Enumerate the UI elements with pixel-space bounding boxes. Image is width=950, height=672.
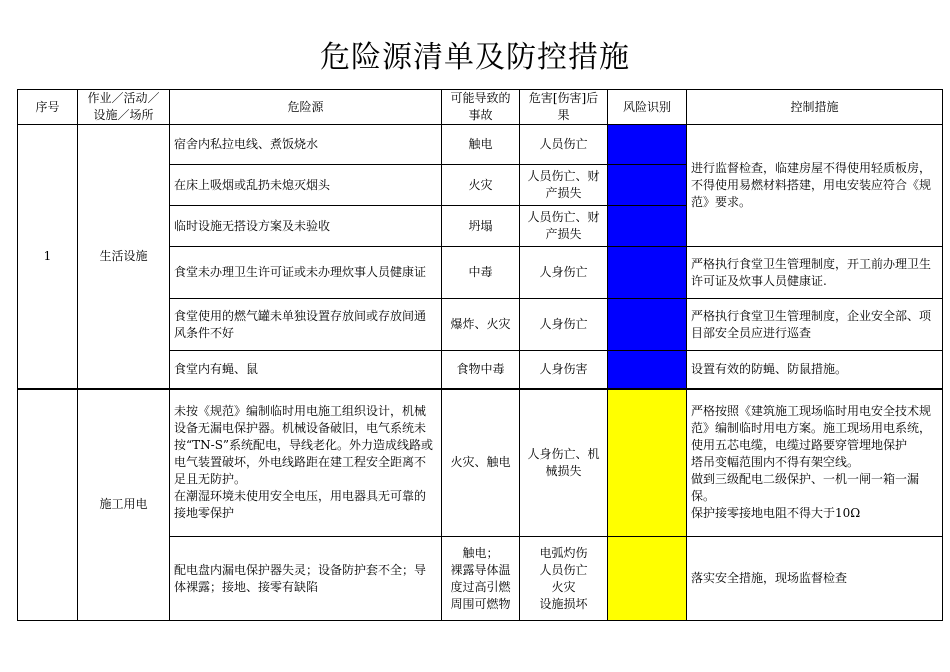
risk-indicator bbox=[608, 299, 687, 351]
seq-cell: 1 bbox=[18, 125, 78, 389]
header-seq: 序号 bbox=[18, 90, 78, 125]
document-title: 危险源清单及防控措施 bbox=[320, 40, 630, 75]
consequence-cell: 电弧灼伤 人员伤亡 火灾 设施损坏 bbox=[520, 537, 608, 621]
activity-cell: 施工用电 bbox=[78, 389, 170, 621]
header-accident: 可能导致的事故 bbox=[442, 90, 520, 125]
risk-indicator bbox=[608, 351, 687, 389]
header-consequence: 危害[伤害]后果 bbox=[520, 90, 608, 125]
accident-cell: 中毒 bbox=[442, 247, 520, 299]
header-control: 控制措施 bbox=[687, 90, 943, 125]
accident-cell: 火灾 bbox=[442, 165, 520, 206]
hazard-cell: 食堂使用的燃气罐未单独设置存放间或存放间通风条件不好 bbox=[170, 299, 442, 351]
control-cell: 严格按照《建筑施工现场临时用电安全技术规范》编制临时用电方案。施工现场用电系统，使用五芯电缆，电缆过路要穿管埋地保护 塔吊变幅范围内不得有架空线。 做到三级配电二级保护、一机一闸一箱一漏保。 保护接零接地电阻不得大于10Ω bbox=[687, 389, 943, 537]
header-risk: 风险识别 bbox=[608, 90, 687, 125]
control-cell: 严格执行食堂卫生管理制度，开工前办理卫生许可证及炊事人员健康证. bbox=[687, 247, 943, 299]
accident-cell: 火灾、触电 bbox=[442, 389, 520, 537]
consequence-cell: 人员伤亡、财产损失 bbox=[520, 165, 608, 206]
table-row bbox=[18, 389, 943, 537]
accident-cell: 食物中毒 bbox=[442, 351, 520, 389]
hazard-cell: 食堂未办理卫生许可证或未办理炊事人员健康证 bbox=[170, 247, 442, 299]
hazard-cell: 宿舍内私拉电线、煮饭烧水 bbox=[170, 125, 442, 165]
risk-indicator bbox=[608, 537, 687, 621]
risk-indicator bbox=[608, 247, 687, 299]
risk-indicator bbox=[608, 389, 687, 537]
control-cell: 设置有效的防蝇、防鼠措施。 bbox=[687, 351, 943, 389]
accident-cell: 爆炸、火灾 bbox=[442, 299, 520, 351]
hazard-cell: 配电盘内漏电保护器失灵；设备防护套不全；导体裸露；接地、接零有缺陷 bbox=[170, 537, 442, 621]
consequence-cell: 人身伤亡、机械损失 bbox=[520, 389, 608, 537]
consequence-cell: 人身伤亡 bbox=[520, 299, 608, 351]
header-hazard: 危险源 bbox=[170, 90, 442, 125]
hazard-cell: 食堂内有蝇、鼠 bbox=[170, 351, 442, 389]
control-cell: 严格执行食堂卫生管理制度，企业安全部、项目部安全员应进行巡查 bbox=[687, 299, 943, 351]
seq-cell bbox=[18, 389, 78, 621]
control-cell: 落实安全措施，现场监督检查 bbox=[687, 537, 943, 621]
control-cell: 进行监督检查，临建房屋不得使用轻质板房，不得使用易燃材料搭建，用电安装应符合《规范》要求。 bbox=[687, 125, 943, 247]
table-header-row bbox=[18, 90, 943, 125]
hazard-cell: 未按《规范》编制临时用电施工组织设计，机械设备无漏电保护器。机械设备破旧，电气系统未按“TN-S”系统配电，导线老化。外力造成线路或电气装置破坏，外电线路距在建工程安全距离不足且无防护。 在潮湿环境未使用安全电压，用电器具无可靠的接地零保护 bbox=[170, 389, 442, 537]
activity-cell: 生活设施 bbox=[78, 125, 170, 389]
accident-cell: 触电 bbox=[442, 125, 520, 165]
consequence-cell: 人员伤亡 bbox=[520, 125, 608, 165]
hazard-cell: 在床上吸烟或乱扔未熄灭烟头 bbox=[170, 165, 442, 206]
consequence-cell: 人员伤亡、财产损失 bbox=[520, 206, 608, 247]
hazard-cell: 临时设施无搭设方案及未验收 bbox=[170, 206, 442, 247]
hazard-table bbox=[17, 89, 943, 621]
risk-indicator bbox=[608, 206, 687, 247]
table-row bbox=[18, 125, 943, 165]
risk-indicator bbox=[608, 125, 687, 165]
consequence-cell: 人身伤害 bbox=[520, 351, 608, 389]
header-activity: 作业／活动／设施／场所 bbox=[78, 90, 170, 125]
accident-cell: 触电； 裸露导体温度过高引燃周围可燃物 bbox=[442, 537, 520, 621]
risk-indicator bbox=[608, 165, 687, 206]
consequence-cell: 人身伤亡 bbox=[520, 247, 608, 299]
accident-cell: 坍塌 bbox=[442, 206, 520, 247]
